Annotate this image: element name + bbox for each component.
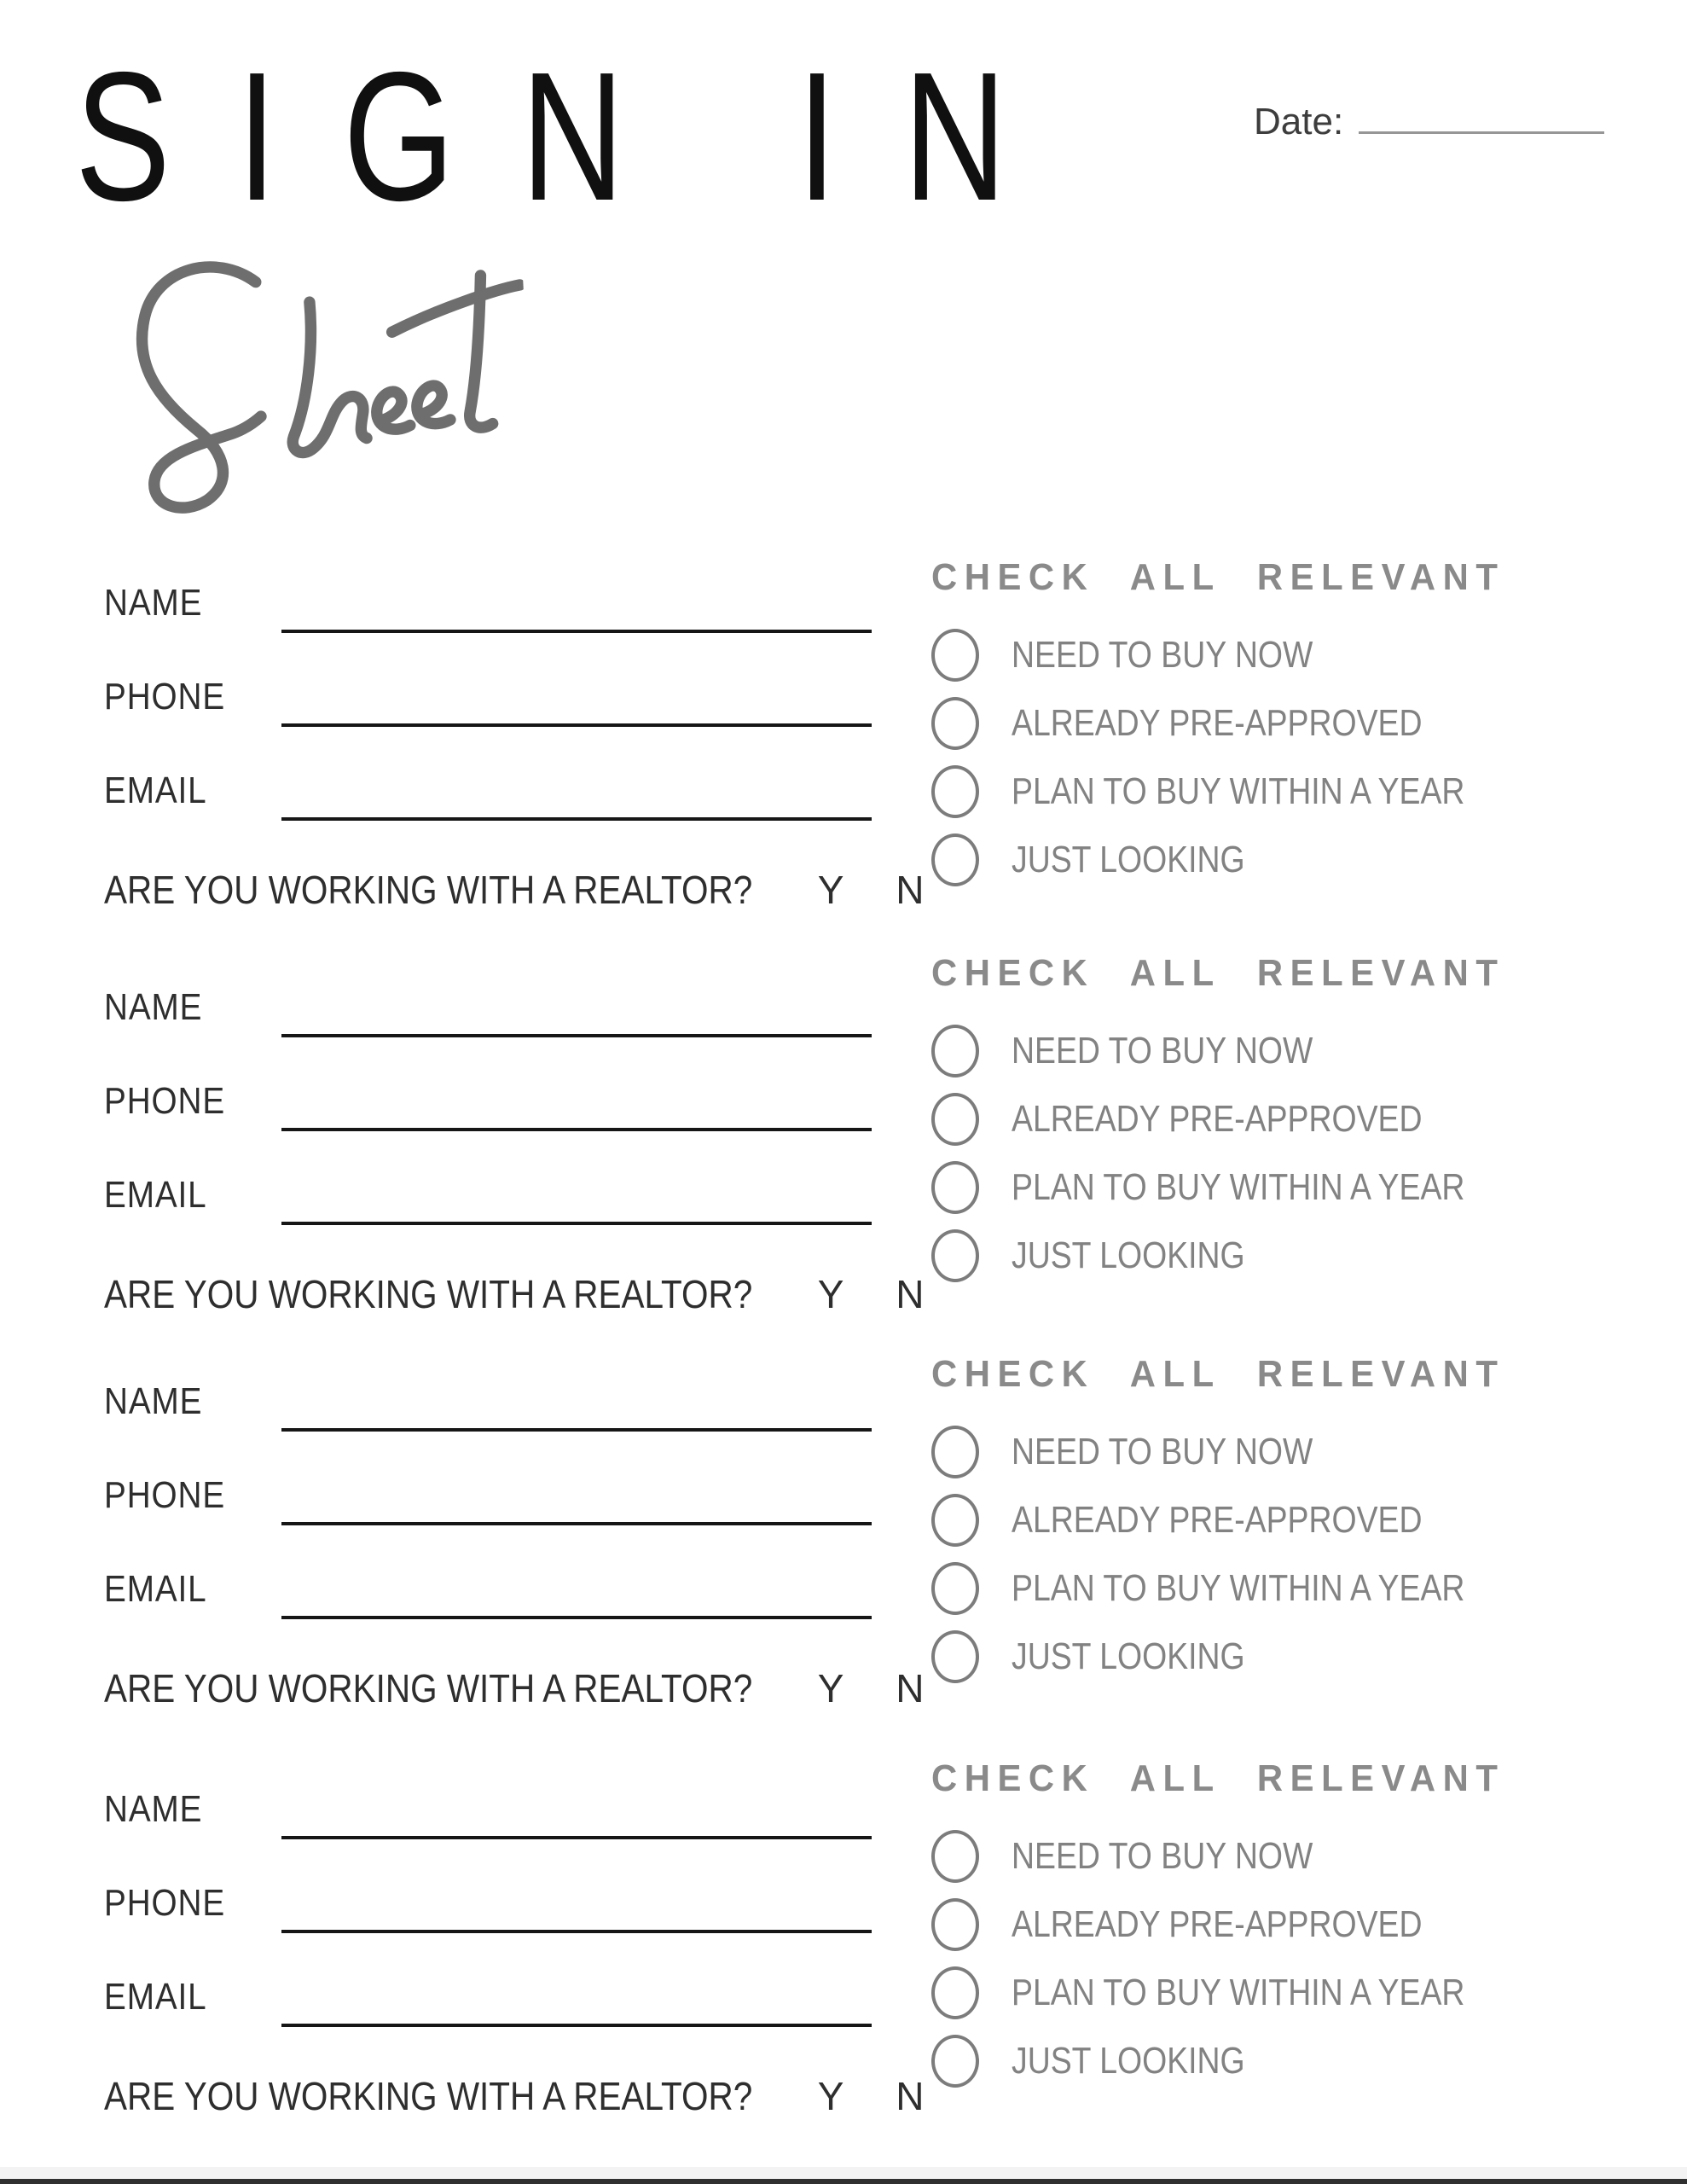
name-field-row: [104, 1780, 872, 1839]
realtor-option-yes[interactable]: Y: [817, 1272, 844, 1316]
email-input-line[interactable]: [281, 817, 872, 821]
email-field-row: [104, 1967, 872, 2027]
phone-field-row: [104, 1873, 872, 1933]
email-input-line[interactable]: [281, 2024, 872, 2027]
date-input-line[interactable]: [1359, 102, 1604, 134]
option-circle[interactable]: [931, 765, 979, 818]
realtor-option-no[interactable]: N: [896, 1272, 925, 1316]
name-field-row: [104, 1372, 872, 1432]
phone-input-line[interactable]: [281, 723, 872, 727]
name-field-row: [104, 978, 872, 1037]
option-circle[interactable]: [931, 834, 979, 886]
option-row: [931, 621, 1665, 689]
realtor-question-row: [104, 867, 925, 913]
option-row: [931, 758, 1665, 826]
option-circle[interactable]: [931, 697, 979, 750]
option-circle[interactable]: [931, 629, 979, 682]
option-label: PLAN TO BUY WITHIN A YEAR: [1012, 1972, 1465, 2013]
date-row: [1254, 101, 1604, 143]
option-row: [931, 689, 1665, 758]
option-circle[interactable]: [931, 1966, 979, 2019]
option-row: [931, 1623, 1665, 1691]
email-input-line[interactable]: [281, 1616, 872, 1619]
email-field-row: [104, 1560, 872, 1619]
phone-input-line[interactable]: [281, 1522, 872, 1525]
option-label: NEED TO BUY NOW: [1012, 1030, 1313, 1072]
realtor-option-no[interactable]: N: [896, 2074, 925, 2118]
name-input-line[interactable]: [281, 1034, 872, 1037]
option-label: ALREADY PRE-APPROVED: [1012, 1903, 1423, 1945]
option-circle[interactable]: [931, 1426, 979, 1478]
option-circle[interactable]: [931, 1830, 979, 1883]
option-row: [931, 1486, 1665, 1554]
option-row: [931, 1959, 1665, 2027]
realtor-question-row: [104, 1271, 925, 1317]
phone-input-line[interactable]: [281, 1930, 872, 1933]
checklist-block-4: [931, 1757, 1665, 2095]
phone-field-row: [104, 667, 872, 727]
date-label: Date:: [1254, 101, 1344, 142]
phone-field-row: [104, 1466, 872, 1525]
checklist-heading: CHECK ALL RELEVANT: [931, 952, 1505, 994]
option-list: [931, 1017, 1665, 1290]
realtor-option-yes[interactable]: Y: [817, 868, 844, 912]
email-label: EMAIL: [104, 1174, 207, 1216]
checklist-block-1: [931, 556, 1665, 894]
option-circle[interactable]: [931, 1562, 979, 1615]
email-field-row: [104, 1165, 872, 1225]
option-circle[interactable]: [931, 1025, 979, 1077]
phone-label: PHONE: [104, 1080, 226, 1122]
name-field-row: [104, 573, 872, 633]
checklist-heading: CHECK ALL RELEVANT: [931, 556, 1505, 598]
realtor-question: ARE YOU WORKING WITH A REALTOR?: [104, 1272, 753, 1316]
checklist-block-2: [931, 952, 1665, 1290]
option-row: [931, 1017, 1665, 1085]
page-title: SIGN IN: [75, 33, 1074, 239]
email-label: EMAIL: [104, 770, 207, 811]
option-circle[interactable]: [931, 1630, 979, 1683]
checklist-block-3: [931, 1353, 1665, 1691]
entry-block-1: [104, 573, 925, 913]
option-label: JUST LOOKING: [1012, 1635, 1245, 1677]
option-label: NEED TO BUY NOW: [1012, 1431, 1313, 1472]
name-input-line[interactable]: [281, 1836, 872, 1839]
realtor-option-no[interactable]: N: [896, 1666, 925, 1711]
email-input-line[interactable]: [281, 1222, 872, 1225]
name-input-line[interactable]: [281, 630, 872, 633]
email-label: EMAIL: [104, 1568, 207, 1610]
option-label: JUST LOOKING: [1012, 1234, 1245, 1276]
name-label: NAME: [104, 582, 203, 624]
sheet-script-text: [82, 238, 536, 555]
option-row: [931, 1891, 1665, 1959]
realtor-option-no[interactable]: N: [896, 868, 925, 912]
option-row: [931, 2027, 1665, 2095]
option-label: ALREADY PRE-APPROVED: [1012, 1098, 1423, 1140]
phone-input-line[interactable]: [281, 1128, 872, 1131]
name-label: NAME: [104, 1380, 203, 1422]
phone-field-row: [104, 1072, 872, 1131]
option-label: ALREADY PRE-APPROVED: [1012, 702, 1423, 744]
phone-label: PHONE: [104, 1882, 226, 1924]
entry-block-3: [104, 1372, 925, 1711]
name-input-line[interactable]: [281, 1428, 872, 1432]
option-circle[interactable]: [931, 2035, 979, 2088]
phone-label: PHONE: [104, 1474, 226, 1516]
email-label: EMAIL: [104, 1976, 207, 2018]
option-row: [931, 1222, 1665, 1290]
realtor-question-row: [104, 1665, 925, 1711]
option-row: [931, 1153, 1665, 1222]
realtor-question: ARE YOU WORKING WITH A REALTOR?: [104, 2074, 753, 2118]
option-circle[interactable]: [931, 1093, 979, 1146]
option-circle[interactable]: [931, 1898, 979, 1951]
option-label: PLAN TO BUY WITHIN A YEAR: [1012, 1567, 1465, 1609]
option-label: JUST LOOKING: [1012, 2040, 1245, 2082]
option-row: [931, 826, 1665, 894]
option-row: [931, 1085, 1665, 1153]
option-label: ALREADY PRE-APPROVED: [1012, 1499, 1423, 1541]
option-row: [931, 1822, 1665, 1891]
entry-block-4: [104, 1780, 925, 2119]
checklist-heading: CHECK ALL RELEVANT: [931, 1353, 1505, 1395]
option-label: JUST LOOKING: [1012, 839, 1245, 880]
option-circle[interactable]: [931, 1494, 979, 1547]
name-label: NAME: [104, 1788, 203, 1830]
realtor-question-row: [104, 2073, 925, 2119]
option-label: NEED TO BUY NOW: [1012, 634, 1313, 676]
realtor-option-yes[interactable]: Y: [817, 1666, 844, 1711]
option-row: [931, 1554, 1665, 1623]
option-list: [931, 621, 1665, 894]
realtor-question: ARE YOU WORKING WITH A REALTOR?: [104, 1666, 753, 1711]
option-label: PLAN TO BUY WITHIN A YEAR: [1012, 1166, 1465, 1208]
option-label: PLAN TO BUY WITHIN A YEAR: [1012, 770, 1465, 812]
option-circle[interactable]: [931, 1229, 979, 1282]
option-row: [931, 1418, 1665, 1486]
option-circle[interactable]: [931, 1161, 979, 1214]
option-list: [931, 1418, 1665, 1691]
entry-block-2: [104, 978, 925, 1317]
realtor-option-yes[interactable]: Y: [817, 2074, 844, 2118]
name-label: NAME: [104, 986, 203, 1028]
phone-label: PHONE: [104, 676, 226, 717]
page-edge-strip: [0, 2167, 1687, 2184]
checklist-heading: CHECK ALL RELEVANT: [931, 1757, 1505, 1799]
realtor-question: ARE YOU WORKING WITH A REALTOR?: [104, 868, 753, 912]
option-list: [931, 1822, 1665, 2095]
email-field-row: [104, 761, 872, 821]
option-label: NEED TO BUY NOW: [1012, 1835, 1313, 1877]
